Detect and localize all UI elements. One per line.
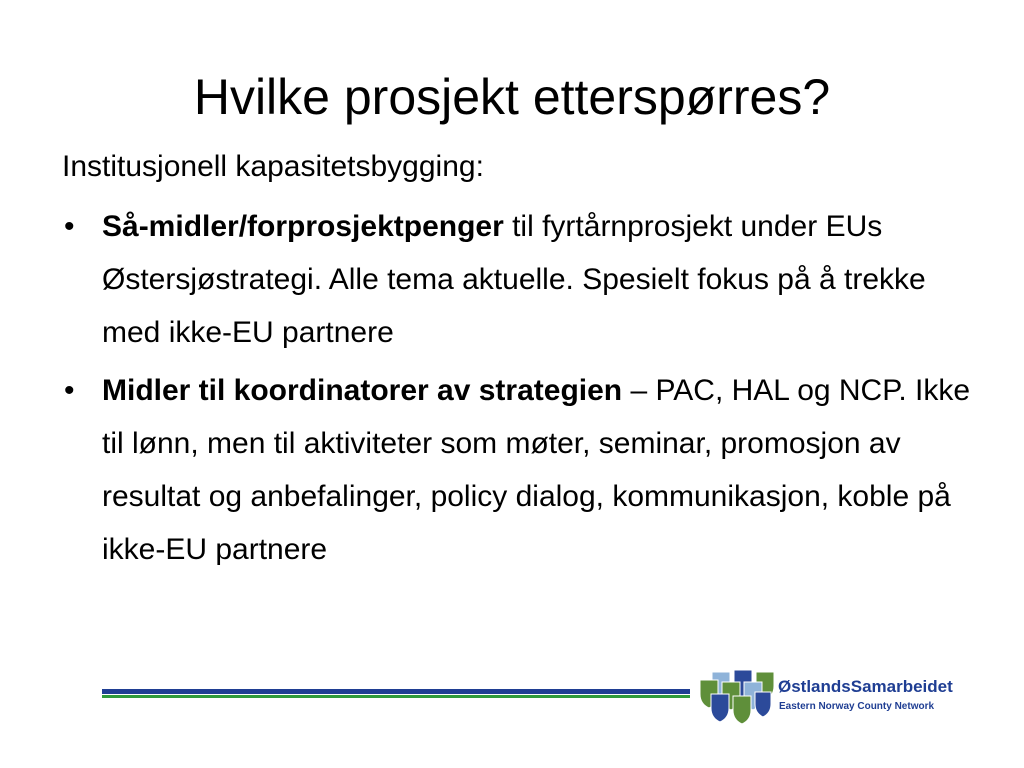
footer-rule-green bbox=[102, 695, 690, 698]
bullet-icon: • bbox=[64, 374, 75, 407]
bullet-list bbox=[62, 200, 982, 581]
logo-subtitle: Eastern Norway County Network bbox=[779, 701, 935, 712]
bullet-bold-text: Midler til koordinatorer av strategien bbox=[102, 374, 623, 407]
shield-cluster-icon bbox=[698, 668, 780, 730]
organization-logo bbox=[698, 668, 998, 734]
bullet-icon: • bbox=[64, 210, 75, 243]
list-item bbox=[62, 200, 982, 359]
bullet-text: – PAC, HAL og NCP. Ikke til lønn, men til aktiviteter som møter, seminar, promosjon av resultat og anbefalinger, policy dialog, kommunikasjon, koble på ikke-EU partnere bbox=[102, 374, 971, 566]
list-item bbox=[62, 364, 982, 576]
bullet-bold-text: Så-midler/forprosjektpenger bbox=[102, 210, 504, 243]
logo-name: ØstlandsSamarbeidet bbox=[778, 677, 953, 696]
intro-text: Institusjonell kapasitetsbygging: bbox=[62, 150, 484, 183]
slide-title: Hvilke prosjekt etterspørres? bbox=[193, 69, 831, 125]
footer-rule-blue bbox=[102, 689, 690, 694]
bullet-text: til fyrtårnprosjekt under EUs Østersjøstrategi. Alle tema aktuelle. Spesielt fokus på å trekke med ikke-EU partnere bbox=[102, 210, 926, 349]
